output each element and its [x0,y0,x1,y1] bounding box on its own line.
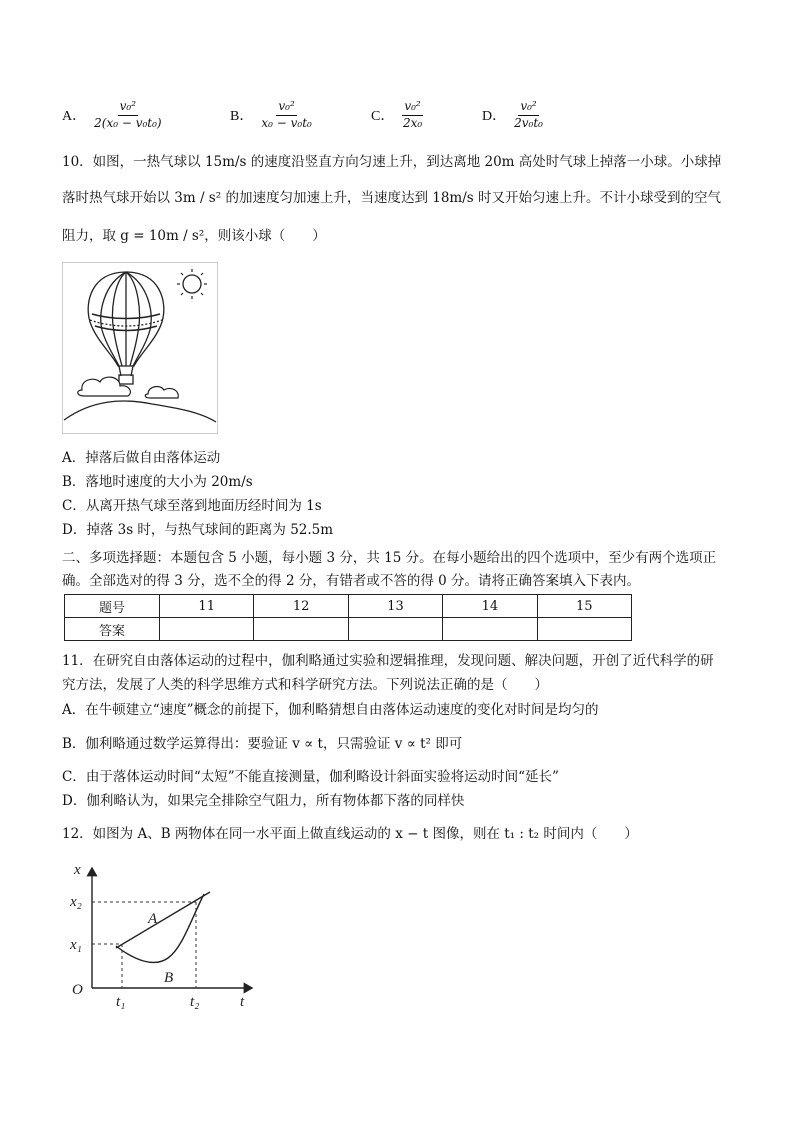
q10-line-1: 10．如图，一热气球以 15m/s 的速度沿竖直方向匀速上升，到达离地 20m 高处时气球上掉落一小球。小球掉 [62,154,722,170]
tick-label-t1: t₁ [116,994,126,1010]
axis-label-x: x [74,862,81,878]
option-letter: B． [230,109,254,125]
table-row-label: 答案 [65,618,160,641]
q9-option-c [371,100,423,131]
tick-label-t2: t₂ [190,994,200,1010]
q11-option-a: A．在牛顿建立“速度”概念的前提下，伽利略猜想自由落体运动速度的变化对时间是均匀的 [62,702,599,718]
q10-line-2: 落时热气球开始以 3m / s² 的加速度匀加速上升，当速度达到 18m/s 时又开始匀速上升。不计小球受到的空气 [62,190,721,206]
option-letter: C． [371,109,395,125]
section2-line-2: 确。全部选对的得 3 分，选不全的得 2 分，有错者或不答的得 0 分。请将正确答案填入下表内。 [62,573,641,589]
fraction [402,100,422,131]
denominator: 2(x₀ − v₀t₀) [94,115,162,130]
curve-b [116,894,204,962]
q10-option-c: C．从离开热气球至落到地面历经时间为 1s [62,498,322,514]
answer-cell[interactable] [537,618,631,641]
fraction [261,100,311,131]
q9-option-a [62,100,162,131]
denominator: 2x₀ [402,115,423,130]
q11-option-b: B．伽利略通过数学运算得出：要验证 v ∝ t，只需验证 v ∝ t² 即可 [62,736,463,752]
q10-option-d: D．掉落 3s 时，与热气球间的距离为 52.5m [62,522,334,538]
origin-label: O [72,982,83,998]
q11-option-c: C．由于落体运动时间“太短”不能直接测量，伽利略设计斜面实验将运动时间“延长” [62,769,559,785]
balloon-icon [88,272,164,384]
table-header-cell: 题号 [65,595,160,618]
axis-label-t: t [240,994,245,1010]
q10-line-3: 阻力，取 g = 10m / s²，则该小球（ ） [62,228,326,244]
xt-graph-figure [64,860,262,1012]
q9-option-d [482,100,543,131]
q11-line-1: 11．在研究自由落体运动的过程中，伽利略通过实验和逻辑推理，发现问题、解决问题，开创了近代科学的研 [62,653,714,669]
denominator: x₀ − v₀t₀ [261,115,312,130]
answer-cell[interactable] [443,618,537,641]
q10-option-b: B．落地时速度的大小为 20m/s [62,474,253,490]
denominator: 2v₀t₀ [514,115,543,130]
answer-table [64,594,632,641]
hill-outline [64,401,216,422]
table-row [65,618,632,641]
q11-option-d: D．伽利略认为，如果完全排除空气阻力，所有物体都下落的同样快 [62,793,465,809]
q11-line-2: 究方法，发展了人类的科学思维方式和科学研究方法。下列说法正确的是（ ） [62,677,548,693]
q9-option-b [230,100,312,131]
hot-air-balloon-figure [62,262,218,434]
cloud-icon [78,377,179,398]
numerator: v₀² [518,100,538,116]
table-header-cell: 14 [443,595,537,618]
tick-label-x2: x₂ [70,894,82,910]
tick-label-x1: x₁ [70,937,82,953]
q10-option-a: A．掉落后做自由落体运动 [62,450,221,466]
section2-line-1: 二、多项选择题：本题包含 5 小题，每小题 3 分，共 15 分。在每小题给出的四个选项中，至少有两个选项正 [62,550,717,566]
numerator: v₀² [118,100,138,116]
table-header-cell: 15 [537,595,631,618]
fraction [94,100,161,131]
table-header-cell: 12 [254,595,348,618]
option-letter: A． [62,109,87,125]
series-label-b: B [164,970,174,986]
numerator: v₀² [276,100,296,116]
table-row [65,595,632,618]
sun-icon [177,269,207,299]
table-header-cell: 13 [348,595,442,618]
answer-cell[interactable] [348,618,442,641]
option-letter: D． [482,109,507,125]
numerator: v₀² [402,100,422,116]
answer-cell[interactable] [160,618,254,641]
series-label-a: A [148,911,158,927]
fraction [514,100,543,131]
table-header-cell: 11 [160,595,254,618]
q12-line-1: 12．如图为 A、B 两物体在同一水平面上做直线运动的 x − t 图像，则在 t₁ : t₂ 时间内（ ） [62,826,638,842]
answer-cell[interactable] [254,618,348,641]
